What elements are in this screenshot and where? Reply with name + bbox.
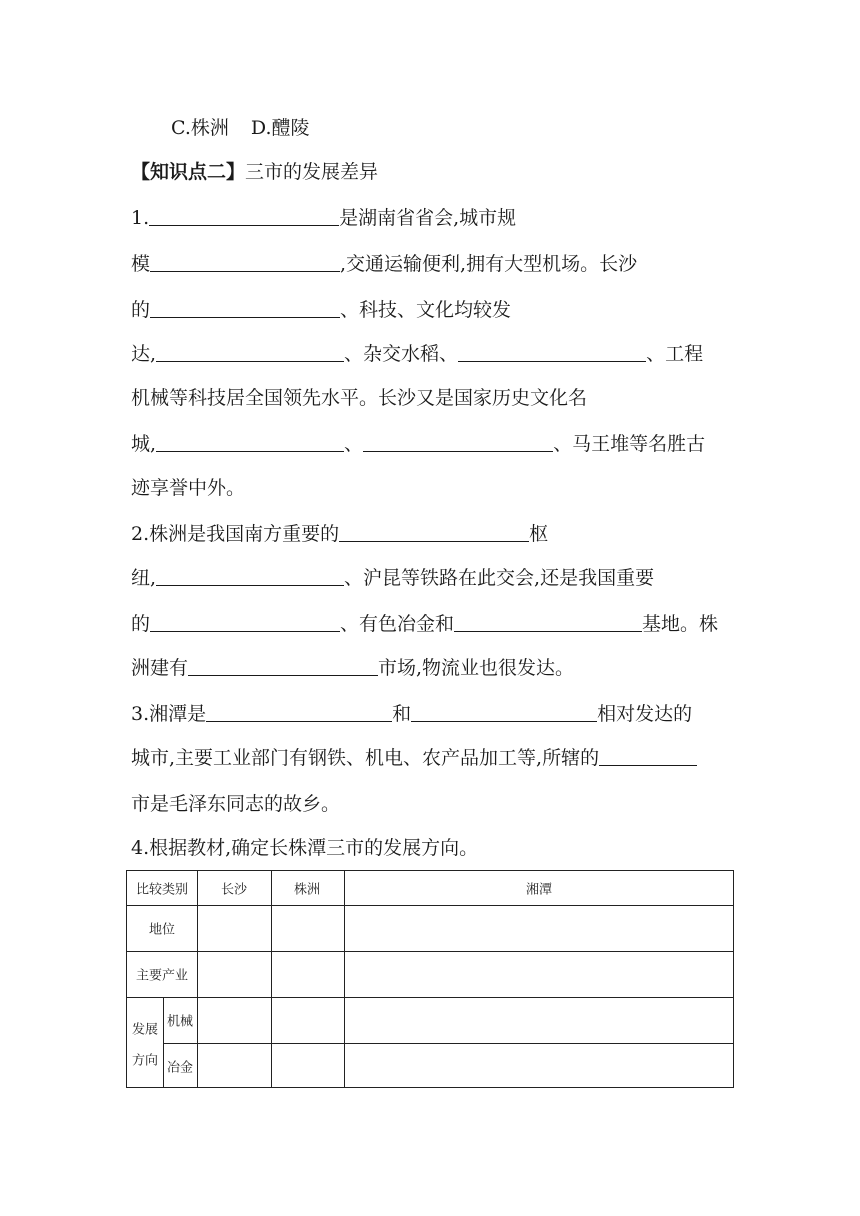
answer-blank[interactable] bbox=[150, 253, 340, 272]
row-label-industry: 主要产业 bbox=[135, 968, 189, 984]
row-label-metallurgy: 冶金 bbox=[166, 1060, 194, 1076]
answer-blank[interactable] bbox=[150, 299, 340, 318]
q1-line-6: 城, 、 、马王堆等名胜古 bbox=[131, 433, 706, 455]
answer-cell-changsha-metallurgy[interactable] bbox=[198, 1044, 271, 1087]
comparison-table bbox=[126, 870, 734, 1088]
q3-line-2: 城市,主要工业部门有钢铁、机电、农产品加工等,所辖的 bbox=[131, 746, 697, 770]
q1-line-1: 1. 是湖南省省会,城市规 bbox=[131, 207, 517, 229]
answer-blank[interactable] bbox=[156, 433, 344, 452]
options-line bbox=[171, 116, 310, 140]
option-c: C.株洲 bbox=[171, 117, 229, 139]
q3-line-1: 3.湘潭是 和 相对发达的 bbox=[131, 703, 693, 725]
q1-line-3: 的 、科技、文化均较发 bbox=[131, 299, 512, 321]
row-label-position: 地位 bbox=[148, 922, 176, 938]
option-d: D.醴陵 bbox=[250, 117, 310, 139]
q2-line-2: 纽, 、沪昆等铁路在此交会,还是我国重要 bbox=[131, 567, 655, 589]
section-label: 【知识点二】 bbox=[131, 161, 246, 183]
answer-blank[interactable] bbox=[188, 657, 378, 676]
answer-cell-zhuzhou-machinery[interactable] bbox=[272, 998, 344, 1043]
answer-cell-xiangtan-industry[interactable] bbox=[345, 952, 733, 997]
answer-cell-changsha-industry[interactable] bbox=[198, 952, 271, 997]
answer-cell-changsha-machinery[interactable] bbox=[198, 998, 271, 1043]
table-rule bbox=[163, 997, 164, 1087]
q1-line-7: 迹享誉中外。 bbox=[131, 477, 246, 499]
q3-line-3: 市是毛泽东同志的故乡。 bbox=[131, 793, 341, 815]
row-label-direction-2: 方向 bbox=[131, 1053, 159, 1069]
row-label-machinery: 机械 bbox=[166, 1014, 194, 1030]
answer-cell-xiangtan-metallurgy[interactable] bbox=[345, 1044, 733, 1087]
row-label-direction-1: 发展 bbox=[131, 1022, 159, 1038]
q1-line-5: 机械等科技居全国领先水平。长沙又是国家历史文化名 bbox=[131, 387, 588, 409]
header-zhuzhou: 株洲 bbox=[293, 882, 321, 898]
header-category: 比较类别 bbox=[135, 882, 189, 898]
answer-cell-zhuzhou-metallurgy[interactable] bbox=[272, 1044, 344, 1087]
q4-line: 4.根据教材,确定长株潭三市的发展方向。 bbox=[131, 837, 479, 859]
q2-line-1: 2.株洲是我国南方重要的 枢 bbox=[131, 523, 549, 545]
answer-cell-xiangtan-machinery[interactable] bbox=[345, 998, 733, 1043]
section-title: 三市的发展差异 bbox=[245, 161, 379, 183]
header-changsha: 长沙 bbox=[220, 882, 248, 898]
answer-blank[interactable] bbox=[339, 523, 529, 542]
answer-blank[interactable] bbox=[599, 747, 697, 766]
header-xiangtan: 湘潭 bbox=[525, 882, 553, 898]
answer-cell-zhuzhou-position[interactable] bbox=[272, 906, 344, 951]
answer-cell-changsha-position[interactable] bbox=[198, 906, 271, 951]
answer-blank[interactable] bbox=[149, 207, 339, 226]
q2-line-3: 的 、有色冶金和 基地。株 bbox=[131, 613, 719, 635]
answer-cell-xiangtan-position[interactable] bbox=[345, 906, 733, 951]
section-heading bbox=[131, 160, 378, 184]
answer-blank[interactable] bbox=[454, 613, 642, 632]
answer-blank[interactable] bbox=[150, 613, 340, 632]
answer-cell-zhuzhou-industry[interactable] bbox=[272, 952, 344, 997]
answer-blank[interactable] bbox=[156, 567, 344, 586]
answer-blank[interactable] bbox=[206, 703, 392, 722]
answer-blank[interactable] bbox=[363, 433, 553, 452]
answer-blank[interactable] bbox=[411, 703, 597, 722]
answer-blank[interactable] bbox=[156, 343, 344, 362]
q1-line-2: 模 ,交通运输便利,拥有大型机场。长沙 bbox=[131, 253, 638, 275]
q2-line-4: 洲建有 市场,物流业也很发达。 bbox=[131, 657, 575, 679]
q1-line-4: 达, 、杂交水稻、 、工程 bbox=[131, 343, 704, 365]
answer-blank[interactable] bbox=[458, 343, 646, 362]
